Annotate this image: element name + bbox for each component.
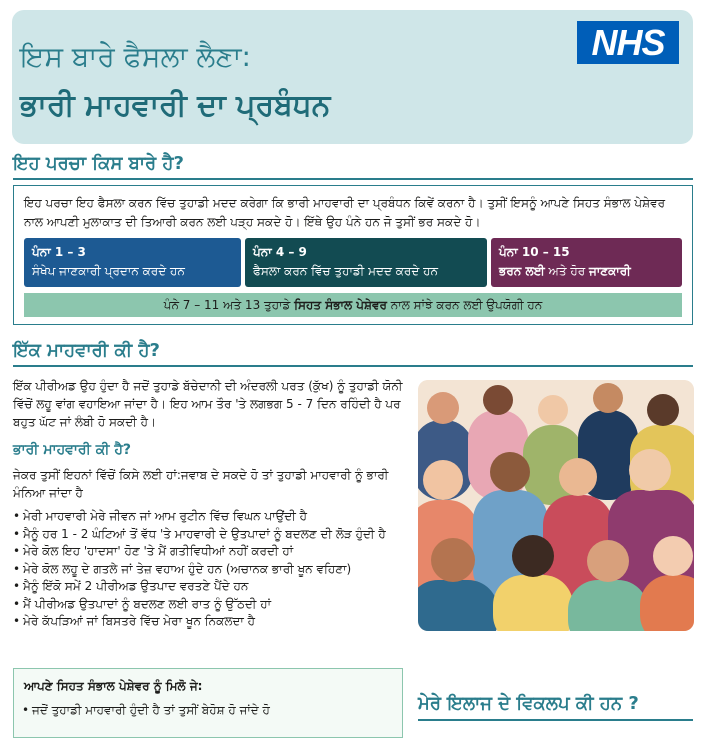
pages-range: ਪੰਨਾ 1 – 3	[32, 245, 86, 259]
nhs-logo: NHS	[577, 21, 679, 64]
page-title-line1: ਇਸ ਬਾਰੇ ਫੈਸਲਾ ਲੈਣਾ:	[20, 40, 251, 73]
leaflet-box	[13, 185, 693, 325]
diverse-people-illustration	[418, 380, 694, 631]
divider	[13, 178, 693, 180]
pages-1-3-box	[24, 238, 241, 287]
leaflet-intro: ਇਹ ਪਰਚਾ ਇਹ ਫੈਸਲਾ ਕਰਨ ਵਿੱਚ ਤੁਹਾਡੀ ਮਦਦ ਕਰੇਗਾ ਕਿ ਭਾਰੀ ਮਾਹਵਾਰੀ ਦਾ ਪ੍ਰਬੰਧਨ ਕਿਵੇਂ ਕਰਨਾ ਹੈ। ਤੁਸੀਂ ਇਸਨੂੰ ਆਪਣੇ ਸਿਹਤ ਸੰਭਾਲ ਪੇਸ਼ੇਵਰ ਨਾਲ ਆਪਣੀ ਮੁਲਾਕਾਤ ਦੀ ਤਿਆਰੀ ਕਰਨ ਲਈ ਪੜ੍ਹ ਸਕਦੇ ਹੋ। ਇੱਥੇ ਉਹ ਪੰਨੇ ਹਨ ਜੋ ਤੁਸੀਂ ਭਰ ਸਕਦੇ ਹੋ।	[24, 196, 666, 229]
people-illustration-image	[418, 380, 694, 631]
pages-range: ਪੰਨਾ 10 – 15	[499, 245, 570, 259]
see-professional-heading: ਆਪਣੇ ਸਿਹਤ ਸੰਭਾਲ ਪੇਸ਼ੇਵਰ ਨੂੰ ਮਿਲੋ ਜੇ:	[24, 679, 203, 693]
page-title-line2: ਭਾਰੀ ਮਾਹਵਾਰੀ ਦਾ ਪ੍ਰਬੰਧਨ	[20, 88, 331, 123]
divider	[13, 365, 693, 367]
see-professional-list	[22, 702, 392, 720]
leaflet-heading: ਇਹ ਪਰਚਾ ਕਿਸ ਬਾਰੇ ਹੈ?	[13, 153, 184, 174]
pages-range: ਪੰਨਾ 4 – 9	[253, 245, 307, 259]
see-professional-box	[13, 668, 403, 738]
list-item: • ਮੈਨੂੰ ਹਰ 1 - 2 ਘੰਟਿਆਂ ਤੋਂ ਵੱਧ 'ਤੇ ਮਾਹਵਾਰੀ ਦੇ ਉਤਪਾਦਾਂ ਨੂੰ ਬਦਲਣ ਦੀ ਲੋੜ ਹੁੰਦੀ ਹੈ	[13, 526, 408, 544]
heavy-bullet-list	[13, 508, 408, 631]
pages-desc: ਭਰਨ ਲਈ ਅਤੇ ਹੋਰ ਜਾਣਕਾਰੀ	[499, 264, 631, 278]
pages-desc: ਫੈਸਲਾ ਕਰਨ ਵਿੱਚ ਤੁਹਾਡੀ ਮਦਦ ਕਰਦੇ ਹਨ	[253, 264, 438, 278]
pages-4-9-box	[245, 238, 487, 287]
divider	[418, 719, 693, 721]
list-item: • ਮੇਰੇ ਕੋਲ ਇਹ 'ਹਾਦਸਾ' ਹੋਣ 'ਤੇ ਮੈਂ ਗਤੀਵਿਧੀਆਂ ਨਹੀਂ ਕਰਦੀ ਹਾਂ	[13, 543, 408, 561]
treatment-options-heading: ਮੇਰੇ ਇਲਾਜ ਦੇ ਵਿਕਲਪ ਕੀ ਹਨ ?	[418, 693, 639, 714]
list-item: • ਮੇਰੇ ਕੋਲ ਲਹੂ ਦੇ ਗਤਲੇ ਜਾਂ ਤੇਜ਼ ਵਹਾਅ ਹੁੰਦੇ ਹਨ (ਅਚਾਨਕ ਭਾਰੀ ਖੂਨ ਵਹਿਣਾ)	[13, 561, 408, 579]
heavy-heading: ਭਾਰੀ ਮਾਹਵਾਰੀ ਕੀ ਹੈ?	[13, 442, 132, 458]
period-heading: ਇੱਕ ਮਾਹਵਾਰੀ ਕੀ ਹੈ?	[13, 340, 160, 361]
heavy-text: ਜੇਕਰ ਤੁਸੀਂ ਇਹਨਾਂ ਵਿੱਚੋਂ ਕਿਸੇ ਲਈ ਹਾਂ:ਜਵਾਬ ਦੇ ਸਕਦੇ ਹੋ ਤਾਂ ਤੁਹਾਡੀ ਮਾਹਵਾਰੀ ਨੂੰ ਭਾਰੀ ਮੰਨਿਆ ਜਾਂਦਾ ਹੈ	[13, 468, 389, 500]
pages-desc: ਸੰਖੇਪ ਜਾਣਕਾਰੀ ਪ੍ਰਦਾਨ ਕਰਦੇ ਹਨ	[32, 264, 185, 278]
period-text: ਇੱਕ ਪੀਰੀਅਡ ਉਹ ਹੁੰਦਾ ਹੈ ਜਦੋਂ ਤੁਹਾਡੇ ਬੱਚੇਦਾਨੀ ਦੀ ਅੰਦਰਲੀ ਪਰਤ (ਕੁੱਖ) ਨੂੰ ਤੁਹਾਡੀ ਯੋਨੀ ਵਿੱਚੋਂ ਲਹੂ ਵਾਂਗ ਵਹਾਇਆ ਜਾਂਦਾ ਹੈ। ਇਹ ਆਮ ਤੌਰ 'ਤੇ ਲਗਭਗ 5 - 7 ਦਿਨ ਰਹਿੰਦੀ ਹੈ ਪਰ ਬਹੁਤ ਘੱਟ ਜਾਂ ਲੰਬੀ ਹੋ ਸਕਦੀ ਹੈ।	[13, 379, 403, 429]
list-item: • ਮੈਨੂੰ ਇੱਕੋ ਸਮੇਂ 2 ਪੀਰੀਅਡ ਉਤਪਾਦ ਵਰਤਣੇ ਪੈਂਦੇ ਹਨ	[13, 578, 408, 596]
share-pages-note: ਪੰਨੇ 7 – 11 ਅਤੇ 13 ਤੁਹਾਡੇ ਸਿਹਤ ਸੰਭਾਲ ਪੇਸ਼ੇਵਰ ਨਾਲ ਸਾਂਝੇ ਕਰਨ ਲਈ ਉਪਯੋਗੀ ਹਨ	[24, 293, 682, 317]
list-item: • ਮੈਂ ਪੀਰੀਅਡ ਉਤਪਾਦਾਂ ਨੂੰ ਬਦਲਣ ਲਈ ਰਾਤ ਨੂੰ ਉੱਠਦੀ ਹਾਂ	[13, 596, 408, 614]
pages-10-15-box	[491, 238, 682, 287]
list-item: • ਮੇਰੇ ਕੱਪੜਿਆਂ ਜਾਂ ਬਿਸਤਰੇ ਵਿੱਚ ਮੇਰਾ ਖੂਨ ਨਿਕਲਦਾ ਹੈ	[13, 613, 408, 631]
list-item: • ਜਦੋਂ ਤੁਹਾਡੀ ਮਾਹਵਾਰੀ ਹੁੰਦੀ ਹੈ ਤਾਂ ਤੁਸੀਂ ਬੇਹੋਸ਼ ਹੋ ਜਾਂਦੇ ਹੋ	[22, 702, 392, 720]
list-item: • ਮੇਰੀ ਮਾਹਵਾਰੀ ਮੇਰੇ ਜੀਵਨ ਜਾਂ ਆਮ ਰੁਟੀਨ ਵਿੱਚ ਵਿਘਨ ਪਾਉਂਦੀ ਹੈ	[13, 508, 408, 526]
